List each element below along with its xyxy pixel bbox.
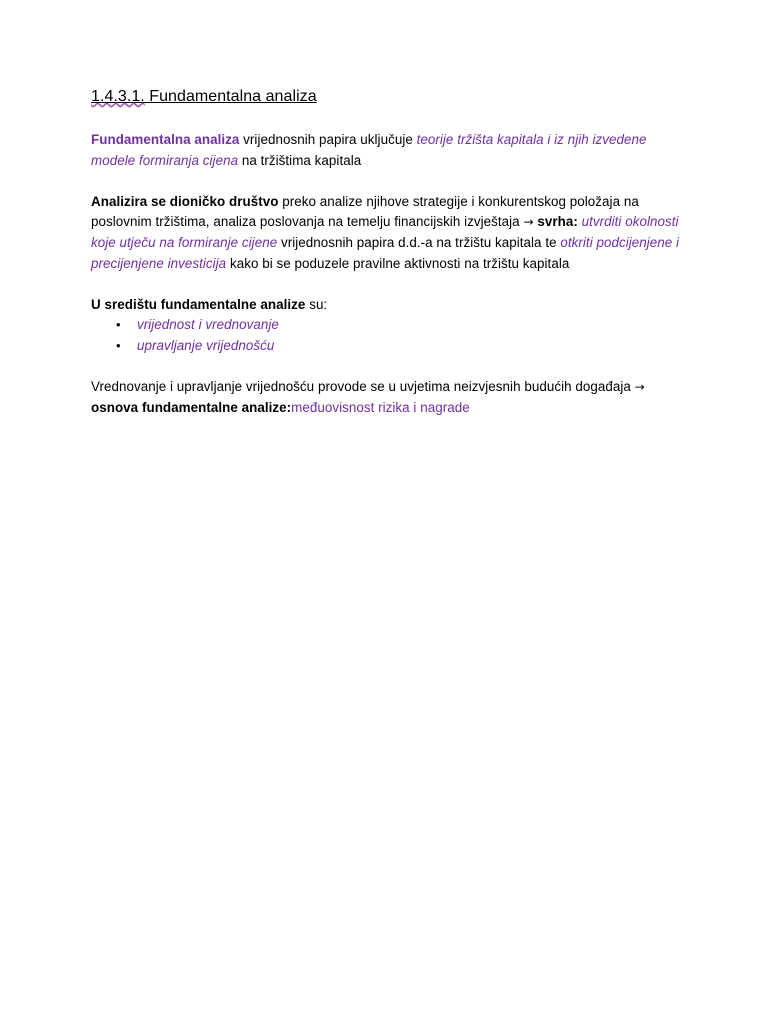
para2-bold-purpose: svrha: xyxy=(533,214,582,230)
list-item xyxy=(91,315,691,336)
heading-title: Fundamentalna analiza xyxy=(149,88,317,105)
para4-purple-risk-reward: međuovisnost rizika i nagrade xyxy=(291,399,470,415)
para1-text1: vrijednosnih papira uključuje xyxy=(239,132,417,147)
para2-text2: vrijednosnih papira d.d.-a na tržištu kapitala te xyxy=(277,234,561,250)
paragraph-focus xyxy=(91,295,691,316)
list-item-text: upravljanje vrijednošću xyxy=(137,337,275,353)
para3-bold-focus: U središtu fundamentalne analize xyxy=(91,296,306,312)
para2-text3: kako bi se poduzele pravilne aktivnosti na tržištu kapitala xyxy=(226,255,570,271)
para1-text2: na tržištima kapitala xyxy=(238,152,362,168)
para4-bold-basis: osnova fundamentalne analize: xyxy=(91,399,292,415)
list-item-text: vrijednost i vrednovanje xyxy=(137,317,279,333)
paragraph-valuation xyxy=(91,377,691,418)
bullet-list xyxy=(91,315,691,356)
paragraph-analysis xyxy=(91,192,691,274)
arrow-right-icon: → xyxy=(523,215,534,230)
list-item xyxy=(91,336,691,357)
para1-italic-theories: teorije tržišta kapitala i iz njih izvedene modele formiranja cijena xyxy=(91,132,647,168)
bullet-icon: • xyxy=(116,337,121,353)
paragraph-definition xyxy=(91,130,691,171)
document-page xyxy=(91,86,691,439)
bullet-icon: • xyxy=(116,317,121,333)
para4-text1: Vrednovanje i upravljanje vrijednošću provode se u uvjetima neizvjesnih budućih događaja xyxy=(91,379,635,395)
para3-text: su: xyxy=(305,296,328,312)
section-heading xyxy=(91,86,691,108)
term-fundamental-analysis: Fundamentalna analiza xyxy=(91,132,240,147)
para2-italic-discover: otkriti podcijenjene i precijenjene investicija xyxy=(91,234,680,271)
para2-bold-company: Analizira se dioničko društvo xyxy=(91,193,279,209)
para2-text1: preko analize njihove strategije i konkurentskog položaja na poslovnim tržištima, analiza poslovanja na temelju financijskih izvještaja xyxy=(91,193,639,230)
heading-number: 1.4.3.1. xyxy=(91,88,145,105)
para2-italic-determine: utvrditi okolnosti koje utječu na formiranje cijene xyxy=(91,214,679,250)
arrow-right-icon: → xyxy=(634,380,645,395)
